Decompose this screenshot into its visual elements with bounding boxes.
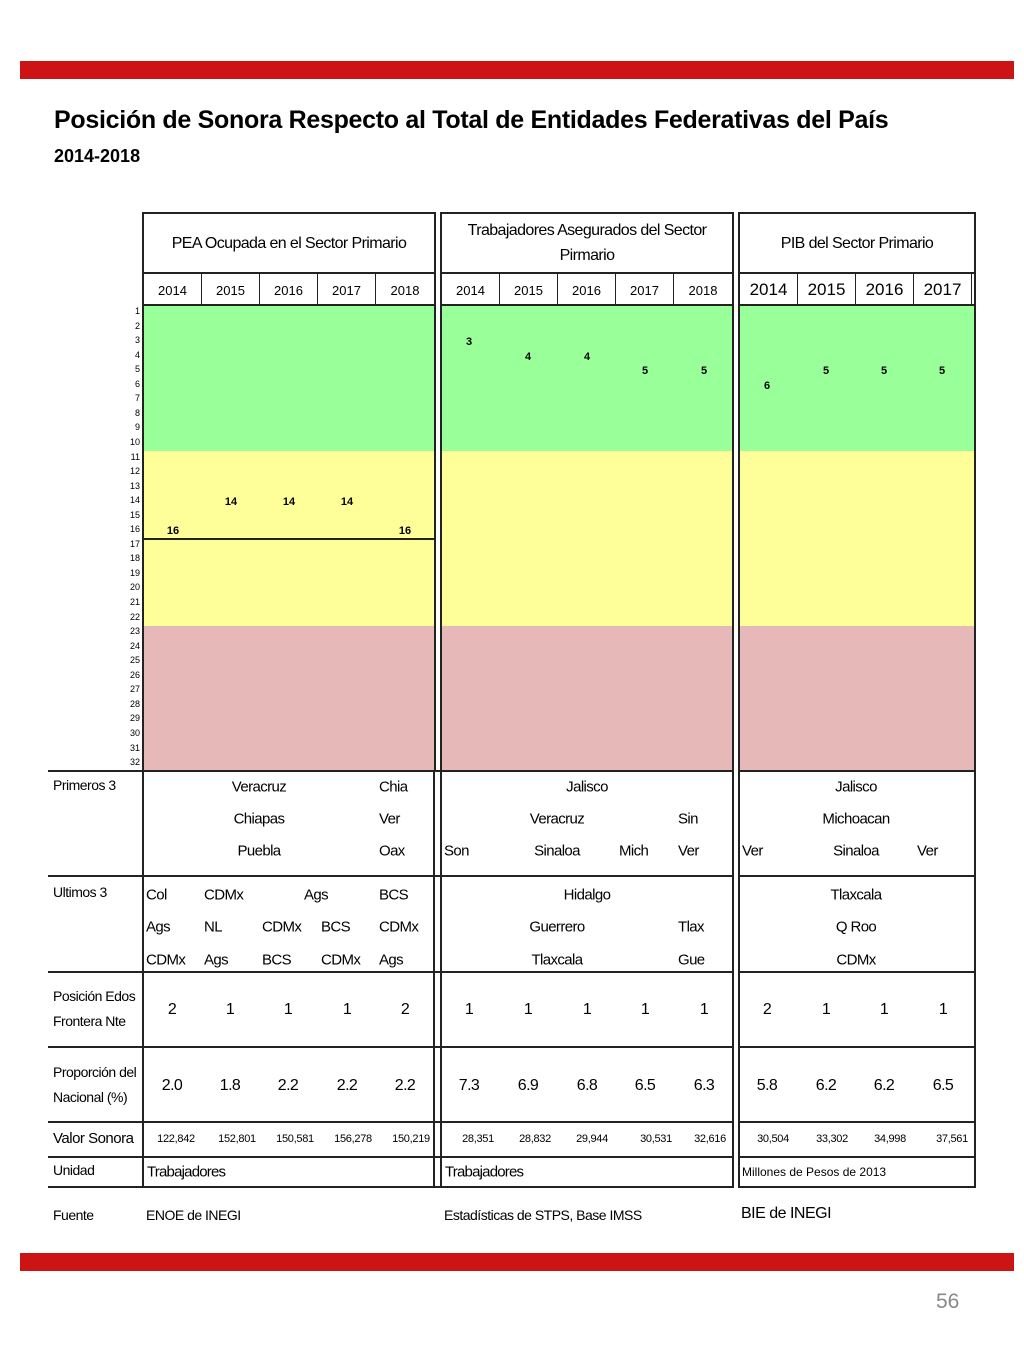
scale-tick: 19 [129,567,140,578]
row-divider [738,1186,976,1188]
valor-value: 150,581 [276,1133,314,1145]
scale-tick: 25 [129,655,140,666]
valor-value: 29,944 [576,1133,608,1145]
unidad-value: Trabajadores [445,1163,524,1181]
state-name: Mich [619,842,649,860]
scale-tick: 31 [129,742,140,753]
fuente-value: BIE de INEGI [741,1205,832,1222]
row-divider [440,1156,734,1158]
rank-value: 16 [398,525,412,537]
fuente-value: ENOE de INEGI [146,1207,241,1223]
state-name: BCS [262,951,292,969]
state-name: Chiapas [233,810,285,828]
year-header: 2018 [688,282,718,298]
proporcion-value: 6.5 [634,1077,656,1094]
rank-value: 14 [282,496,296,508]
unidad-value: Trabajadores [147,1163,226,1181]
proporcion-value: 2.2 [277,1077,299,1094]
scale-tick: 27 [129,684,140,695]
row-divider [48,875,443,877]
row-divider [48,1156,443,1158]
row-divider [440,1121,734,1123]
scale-tick: 20 [129,582,140,593]
state-name: Chia [379,778,408,796]
state-name: BCS [321,918,351,936]
year-header: 2014 [442,274,500,306]
state-name: CDMx [321,951,361,969]
state-name: Sinaloa [534,842,580,860]
scale-tick: 10 [129,436,140,447]
year-header: 2014 [740,274,798,306]
proporcion-value: 6.2 [873,1077,895,1094]
state-name: Ags [304,886,329,904]
posicion-value: 1 [464,1001,474,1018]
col-divider [142,770,144,1188]
state-name: Q Roo [835,918,877,936]
page-title: Posición de Sonora Respecto al Total de Entidades Federativas del País [54,106,889,134]
rank-value: 6 [763,380,771,392]
state-name: Col [146,886,167,904]
scale-tick: 23 [129,626,140,637]
fuente-value: Estadísticas de STPS, Base IMSS [444,1207,642,1223]
page-subtitle: 2014-2018 [54,146,141,166]
posicion-value: 1 [342,1001,352,1018]
proporcion-value: 7.3 [458,1077,480,1094]
state-name: Veracruz [529,810,585,828]
scale-tick: 30 [129,727,140,738]
valor-value: 122,842 [157,1133,195,1145]
valor-value: 30,531 [640,1133,672,1145]
state-name: CDMx [379,918,419,936]
scale-tick: 29 [129,713,140,724]
scale-tick: 2 [134,320,140,331]
row-label-valor: Valor Sonora [53,1130,134,1147]
state-name: NL [204,918,222,936]
year-header: 2016 [856,274,914,306]
valor-value: 156,278 [334,1133,372,1145]
row-label-proporcion: Proporción del [53,1064,137,1080]
scale-tick: 4 [134,349,140,360]
state-name: Puebla [237,842,281,860]
proporcion-value: 2.0 [161,1077,183,1094]
state-name: Tlax [678,918,704,936]
posicion-value: 2 [400,1001,410,1018]
row-divider [738,875,976,877]
row-label-posicion: Frontera Nte [53,1013,126,1029]
scale-tick: 1 [134,306,140,316]
state-name: Jalisco [566,778,608,796]
row-divider [440,1186,734,1188]
state-name: Ver [678,842,699,860]
valor-value: 32,616 [694,1133,726,1145]
year-header: 2017 [318,274,376,306]
col-divider [732,770,734,1188]
proporcion-value: 6.3 [693,1077,715,1094]
scale-tick: 26 [129,669,140,680]
scale-tick: 13 [129,480,140,491]
posicion-value: 1 [879,1001,889,1018]
rank-value: 5 [700,365,708,377]
row-divider [440,875,734,877]
valor-value: 37,561 [936,1133,968,1145]
scale-tick: 3 [134,335,140,346]
scale-tick: 15 [129,509,140,520]
year-header: 2018 [390,282,420,298]
state-name: BCS [379,886,409,904]
row-label-unidad: Unidad [53,1162,95,1178]
posicion-value: 1 [938,1001,948,1018]
row-divider [48,1186,443,1188]
proporcion-value: 6.8 [576,1077,598,1094]
rank-value: 5 [938,365,946,377]
state-name: Tlaxcala [531,951,583,969]
col-divider [974,770,976,1188]
state-name: Ags [146,918,171,936]
scale-tick: 9 [134,422,140,433]
valor-value: 34,998 [874,1133,906,1145]
rank-value: 4 [524,351,532,363]
scale-tick: 16 [129,524,140,535]
valor-value: 28,351 [462,1133,494,1145]
state-name: Sin [678,810,698,828]
year-header: 2017 [616,274,674,306]
proporcion-value: 6.5 [932,1077,954,1094]
state-name: Son [444,842,469,860]
state-name: Hidalgo [563,886,611,904]
panel-pib-title: PIB del Sector Primario [740,214,974,274]
scale-tick: 12 [129,466,140,477]
row-label-proporcion: Nacional (%) [53,1089,128,1105]
scale-tick: 14 [129,495,140,506]
panel-pea-title: PEA Ocupada en el Sector Primario [144,214,434,274]
year-header: 2015 [500,274,558,306]
year-header: 2014 [144,274,202,306]
rank-value: 5 [641,365,649,377]
row-divider [48,770,443,772]
scale-tick: 5 [134,364,140,375]
scale-tick: 11 [130,451,140,462]
proporcion-value: 2.2 [336,1077,358,1094]
row-label-primeros: Primeros 3 [53,777,116,793]
panel-trab-title: Trabajadores Asegurados del Sector Pirmario [442,214,732,274]
year-header: 2016 [260,274,318,306]
row-label-fuente: Fuente [53,1207,94,1223]
rank-value: 4 [583,351,591,363]
state-name: CDMx [146,951,186,969]
scale-tick: 24 [129,640,140,651]
col-divider [433,770,435,1188]
proporcion-value: 5.8 [756,1077,778,1094]
row-divider [738,1121,976,1123]
scale-tick: 17 [129,538,140,549]
valor-value: 33,302 [816,1133,848,1145]
scale-tick: 21 [129,597,140,607]
posicion-value: 1 [699,1001,709,1018]
state-name: Ver [742,842,763,860]
valor-value: 152,801 [218,1133,256,1145]
state-name: Veracruz [231,778,287,796]
row-divider [738,1046,976,1048]
posicion-value: 1 [225,1001,235,1018]
scale-tick: 28 [129,698,140,709]
posicion-value: 1 [523,1001,533,1018]
proporcion-value: 1.8 [219,1077,241,1094]
rank-value: 14 [224,496,238,508]
proporcion-value: 6.9 [517,1077,539,1094]
year-header: 2015 [798,274,856,306]
state-name: Gue [678,951,705,969]
rank-value: 5 [880,365,888,377]
posicion-value: 1 [283,1001,293,1018]
unidad-value: Millones de Pesos de 2013 [742,1165,887,1179]
rank-value: 3 [465,336,473,348]
state-name: Sinaloa [833,842,879,860]
row-label-posicion: Posición Edos [53,988,136,1004]
col-divider [738,770,740,1188]
state-name: CDMx [262,918,302,936]
state-name: Ver [917,842,938,860]
state-name: Tlaxcala [830,886,882,904]
posicion-value: 1 [821,1001,831,1018]
scale-tick: 8 [134,407,140,418]
state-name: CDMx [204,886,244,904]
col-divider [440,770,442,1188]
scale-tick: 22 [129,611,140,622]
valor-value: 28,832 [519,1133,551,1145]
state-name: Ver [379,810,400,828]
scale-tick: 18 [129,553,140,564]
rank-value: 16 [166,525,180,537]
posicion-value: 2 [762,1001,772,1018]
scale-tick: 6 [134,378,140,389]
state-name: Ags [379,951,404,969]
year-header: 2016 [558,274,616,306]
row-divider [738,971,976,973]
state-name: Oax [379,842,405,860]
row-divider [440,1046,734,1048]
posicion-value: 2 [167,1001,177,1018]
row-divider [738,1156,976,1158]
proporcion-value: 6.2 [815,1077,837,1094]
row-label-ultimos: Ultimos 3 [53,884,107,900]
proporcion-value: 2.2 [394,1077,416,1094]
state-name: Michoacan [822,810,890,828]
posicion-value: 1 [582,1001,592,1018]
valor-value: 150,219 [392,1133,430,1145]
row-divider [440,971,734,973]
year-header: 2017 [914,274,972,306]
state-name: CDMx [836,951,876,969]
year-header: 2015 [202,274,260,306]
scale-tick: 32 [129,757,140,768]
row-divider [48,1046,443,1048]
rank-value: 5 [822,365,830,377]
page-number: 56 [936,1290,960,1313]
state-name: Jalisco [835,778,877,796]
scale-tick: 7 [134,393,140,404]
valor-value: 30,504 [757,1133,789,1145]
row-divider [48,971,443,973]
rank-value: 14 [340,496,354,508]
row-divider [48,1121,443,1123]
state-name: Guerrero [529,918,585,936]
posicion-value: 1 [640,1001,650,1018]
state-name: Ags [204,951,229,969]
